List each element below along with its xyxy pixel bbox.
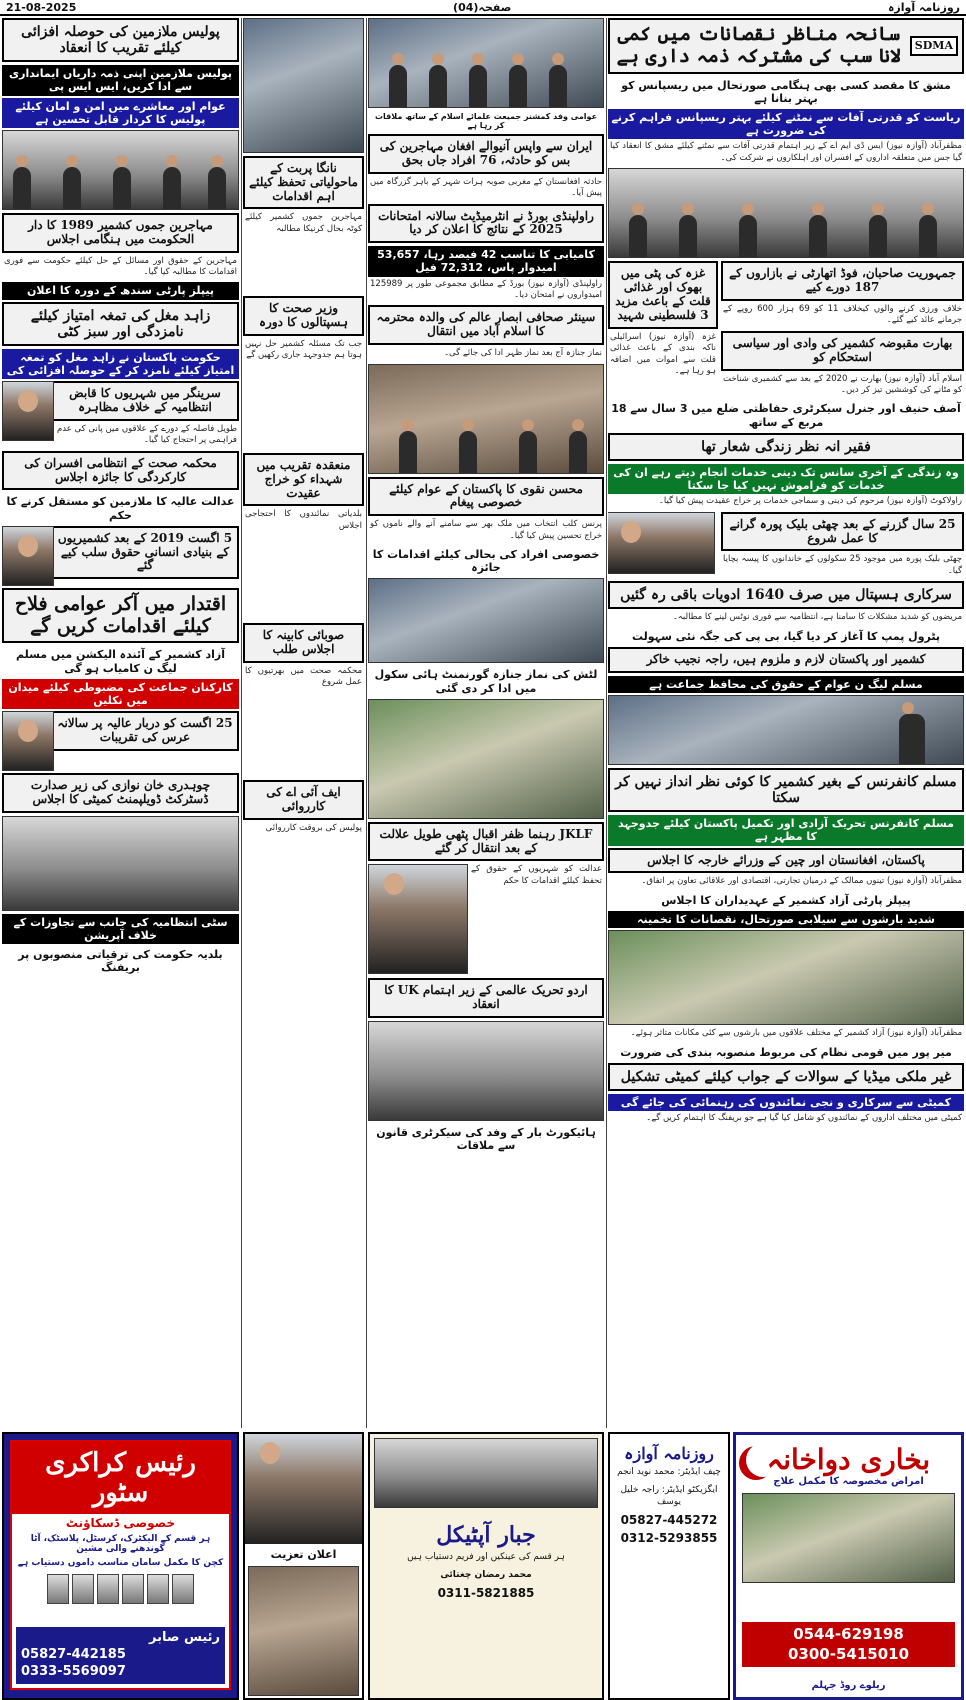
story-body: خلاف ورزی کرنے والوں کیخلاف 11 کو 69 ہزار 600 روپے کے جرمانے عائد کیے گئے۔ — [723, 303, 962, 326]
story-headline: صوبائی کابینہ کا اجلاس طلب — [243, 623, 364, 663]
story-body: راولاکوٹ (آوازہ نیوز) مرحوم کی دینی و سماجی خدمات پر خراج عقیدت پیش کیا گیا۔ — [658, 496, 962, 507]
portrait-photo — [2, 526, 54, 586]
portrait-photo — [2, 711, 54, 771]
ad-title: رئیس کراکری سٹور — [12, 1442, 229, 1514]
lead-headline: پولیس ملازمین کی حوصلہ افزائی کیلئے تقریب کا انعقاد — [2, 18, 239, 62]
story-headline: مہاجرین جموں کشمیر 1989 کا دار الحکومت میں ہنگامی اجلاس — [2, 213, 239, 253]
story-subhead: آزاد کشمیر کے آئندہ الیکشن میں مسلم لیگ ن کامیاب ہو گی — [15, 648, 226, 675]
ad-phone: 05827-442185 — [21, 1647, 126, 1663]
story-headline: پٹرول پمپ کا آغاز کر دیا گیا، بی پی کی جگہ نئی سہولت — [631, 629, 941, 643]
story-body: عدالت کو شہریوں کے حقوق کے تحفظ کیلئے اقدامات کا حکم — [471, 864, 602, 886]
story-body: راولپنڈی (آوازہ نیوز) بورڈ کے مطابق مجموعی طور پر 125989 امیدواروں نے امتحان دیا۔ — [370, 278, 602, 300]
story-headline: بھارت مقبوضہ کشمیر کی وادی اور سیاسی استحکام کو — [721, 331, 964, 371]
story-subhead: حکومت پاکستان نے زاہد مغل کو تمغہ امتیاز کیلئے نامزد کر کے حوصلہ افزائی کی — [2, 349, 239, 379]
column-center — [368, 18, 604, 1428]
advertisement-row — [0, 1432, 966, 1700]
flood-photo — [608, 930, 964, 1025]
ceremony-photo — [2, 130, 239, 210]
ad-dawakhana[interactable] — [733, 1432, 964, 1700]
center-photo — [368, 364, 604, 474]
product-images — [12, 1570, 229, 1608]
story-body: بلدیاتی نمائندوں کا احتجاجی اجلاس — [245, 509, 362, 531]
ad-line: ہر قسم کی عینکیں اور فریم دستیاب ہیں — [407, 1552, 565, 1562]
story-headline: 5 اگست 2019 کے بعد کشمیریوں کے بنیادی انسانی حقوق سلب کیے گئے — [2, 526, 239, 579]
story-body: مہاجرین کے حقوق اور مسائل کے حل کیلئے حکومت سے فوری اقدامات کا مطالبہ کیا گیا۔ — [4, 255, 237, 277]
story-headline: 25 سال گزرنے کے بعد چھٹی بلیک پورہ گرانے کا عمل شروع — [721, 512, 964, 552]
story-body: غزہ (آوازہ نیوز) اسرائیلی ناکہ بندی کے باعث غذائی قلت سے اموات میں اضافہ ہو رہا ہے۔ — [610, 331, 716, 376]
story-headline: فقیر انہ نظر زندگی شعار تھا — [608, 433, 964, 461]
story-body: پرنس کلب انتخاب میں ملک بھر سے سامنے آنے والے ناموں کو خراج تحسین پیش کیا گیا۔ — [370, 519, 602, 541]
story-subhead: وہ زندگی کے آخری سانس تک دینی خدمات انجام دیتے رہے ان کی خدمات کو فراموش نہیں کیا جا سکتا — [608, 464, 964, 494]
ad-address: ریلوے روڈ جہلم — [811, 1680, 886, 1691]
portrait-photo — [368, 864, 468, 974]
crescent-icon — [746, 1443, 780, 1477]
story-subhead: کارکنان جماعت کی مضبوطی کیلئے میدان میں نکلیں — [2, 679, 239, 709]
column-divider — [606, 18, 607, 1428]
story-headline: اردو تحریک عالمی کے زیر اہتمام UK کا انعقاد — [368, 978, 604, 1018]
lead-subhead: عوام اور معاشرے میں امن و امان کیلئے پولیس کا کردار قابل تحسین ہے — [2, 98, 239, 128]
story-headline: ہائیکورٹ بار کے وفد کی سیکرٹری قانون سے ملاقات — [376, 1125, 596, 1153]
imprint-manager: ایگزیکٹو ایڈیٹر: راجہ خلیل یوسف — [620, 1485, 718, 1508]
column-right — [608, 18, 964, 1428]
ad-line: ہر قسم کے الیکٹرک، کرسٹل، پلاسٹک، آٹا گوندھنے والی مشین — [30, 1534, 211, 1554]
ad-image — [742, 1493, 955, 1583]
story-body: نماز جنازہ آج بعد نماز ظہر ادا کی جائے گی۔ — [444, 348, 602, 359]
story-headline: کشمیر اور پاکستان لازم و ملزوم ہیں، راجہ نجیب خاکر — [608, 647, 964, 673]
ad-obituary — [243, 1432, 364, 1700]
portrait-photo — [245, 1434, 362, 1544]
imprint-editor: چیف ایڈیٹر: محمد نوید انجم — [617, 1467, 721, 1477]
funeral-photo — [368, 699, 604, 819]
paper-name: روزنامہ آوازہ — [887, 0, 960, 14]
ad-title: بخاری دواخانہ — [766, 1443, 931, 1476]
story-body: اسلام آباد (آوازہ نیوز) بھارت نے 2020 کے بعد سے کشمیری شناخت کو مٹانے کی کوششیں تیز کر دیں۔ — [723, 373, 962, 395]
story-body: کمیٹی میں مختلف اداروں کے نمائندوں کو شامل کیا گیا ہے جو بریفنگ کا اہتمام کریں گے۔ — [646, 1113, 962, 1124]
column-divider — [241, 18, 242, 1428]
ad-contact — [742, 1622, 955, 1667]
story-photo — [608, 695, 964, 765]
ad-phone: 0544-629198 — [793, 1625, 904, 1643]
photo-caption: عوامی وفد کمشنر جمیعت علمائے اسلام کے ساتھ ملاقات کر رہا ہے — [368, 111, 604, 131]
ad-title: جبار آپٹیکل — [436, 1522, 536, 1548]
story-body: حادثہ افغانستان کے مغربی صوبہ ہرات شہر کے باہر گزرگاہ میں پیش آیا۔ — [370, 176, 602, 199]
story-headline: سینئر صحافی ابصار عالم کی والدہ محترمہ کا اسلام آباد میں انتقال — [368, 305, 604, 345]
story-row — [608, 261, 964, 400]
newspaper-imprint — [608, 1432, 730, 1700]
story-headline: لٹش کی نماز جنازہ گورنمنٹ ہائی سکول میں ادا کر دی گئی — [374, 668, 598, 695]
ad-owner: محمد رمضان چغتائی — [440, 1570, 532, 1581]
lead-photo — [608, 168, 964, 258]
story-body: جب تک مسئلہ کشمیر حل نہیں ہوتا ہم جدوجہد جاری رکھیں گے — [245, 338, 362, 361]
story-subhead: کمیٹی سے سرکاری و نجی نمائندوں کی رہنمائی کی جائے گی — [608, 1094, 964, 1111]
mushaira-photo — [368, 1021, 604, 1121]
imprint-phone: 05827-445272 — [620, 1513, 718, 1528]
lead-subhead: پولیس ملازمین اپنی ذمہ داریاں ایمانداری سے ادا کریں، ایس ایس پی — [2, 65, 239, 95]
story-row — [608, 512, 964, 582]
story-body: چھٹی بلیک پورہ میں موجود 25 سکولوں کے خاندانوں کا پیسہ بچایا گیا۔ — [723, 554, 962, 576]
story-headline: پیپلز پارٹی سندھ کے دورہ کا اعلان — [2, 282, 239, 299]
story-subhead: مسلم کانفرنس تحریک آزادی اور تکمیل پاکستان کیلئے جدوجہد کا مظہر ہے — [608, 815, 964, 845]
ad-line: کچن کا مکمل سامان مناسب داموں دستیاب ہے — [17, 1558, 224, 1568]
lead-subhead-bar: ریاست کو قدرتی آفات سے نمٹنے کیلئے بہتر ریسپانس فراہم کرنے کی ضرورت ہے — [608, 109, 964, 139]
story-body: مہاجرین جموں کشمیر کیلئے کوٹہ بحال کرنیکا مطالبہ — [245, 212, 362, 234]
story-headline: غیر ملکی میڈیا کے سوالات کے جواب کیلئے کمیٹی تشکیل — [608, 1063, 964, 1091]
imprint-phone: 0312-5293855 — [620, 1531, 718, 1546]
story-subhead: کامیابی کا تناسب 42 فیصد رہا، 53,657 امیدوار پاس، 72,312 فیل — [368, 246, 604, 276]
story-headline: محسن نقوی کا پاکستان کے عوام کیلئے خصوصی پیغام — [368, 477, 604, 517]
narrow-photo — [243, 18, 364, 153]
story-headline: JKLF رہنما ظفر اقبال پٹھی طویل علالت کے بعد انتقال کر گئے — [368, 822, 604, 862]
story-headline: غزہ کی پٹی میں بھوک اور غذائی قلت کے باعث مزید 3 فلسطینی شہید — [608, 261, 718, 328]
story-headline: شدید بارشوں سے سیلابی صورتحال، نقصانات کا تخمینہ — [608, 911, 964, 928]
story-headline: سٹی انتظامیہ کی جانب سے تجاوزات کے خلاف آپریشن — [2, 914, 239, 944]
story-headline: نانگا پربت کے ماحولیاتی تحفظ کیلئے اہم اقدامات — [243, 156, 364, 209]
story-headline: چوہدری خان نوازی کی زیر صدارت ڈسٹرکٹ ڈویلپمنٹ کمیٹی کا اجلاس — [2, 773, 239, 813]
ad-phone: 0311-5821885 — [437, 1586, 535, 1601]
ad-phone: 0333-5569097 — [21, 1664, 126, 1680]
story-headline: سرینگر میں شہریوں کا قابض انتظامیہ کے خلاف مظاہرہ — [2, 381, 239, 421]
story-body: مظفرآباد (آوازہ نیوز) تینوں ممالک کے درمیان تجارتی، اقتصادی اور علاقائی تعاون پر اتفاق۔ — [641, 876, 962, 887]
ad-owner: رئیس صابر — [149, 1630, 220, 1646]
story-body: طویل فاصلہ کے دورے کے علاقوں میں پانی کی عدم فراہمی پر احتجاج کیا گیا۔ — [57, 423, 237, 446]
story-headline: عدالت عالیہ کا ملازمین کو مستقل کرنے کا حکم — [6, 495, 235, 522]
story-body: محکمہ صحت میں بھرتیوں کا عمل شروع — [245, 665, 362, 688]
imprint-masthead: روزنامہ آوازہ — [624, 1444, 714, 1463]
center-photo — [368, 578, 604, 663]
ad-optical[interactable] — [368, 1432, 604, 1700]
ad-tagline: امراض مخصوصہ کا مکمل علاج — [773, 1476, 924, 1487]
sdma-badge: SDMA — [910, 36, 958, 57]
story-headline: جمہوریت صاحبان، فوڈ اتھارٹی نے بازاروں کے 187 دورے کیے — [721, 261, 964, 301]
story-headline: پیپلز پارٹی آزاد کشمیر کے عہدیداران کا اجلاس — [661, 893, 911, 907]
story-headline: پاکستان، افغانستان اور چین کے وزرائے خارجہ کا اجلاس — [608, 848, 964, 874]
story-headline: بلدیہ حکومت کی ترقیاتی منصوبوں پر بریفنگ — [18, 948, 223, 975]
story-headline: مسلم کانفرنس کے بغیر کشمیر کا کوئی نظر انداز نہیں کر سکتا — [608, 768, 964, 812]
story-body: مریضوں کو شدید مشکلات کا سامنا ہے، انتظامیہ سے فوری نوٹس لینے کا مطالبہ۔ — [672, 612, 962, 623]
story-subhead: مسلم لیگ ن عوام کے حقوق کی محافظ جماعت ہے — [608, 676, 964, 693]
ad-crockery-store[interactable] — [2, 1432, 239, 1700]
story-headline: ایف آئی اے کی کارروائی — [243, 780, 364, 820]
issue-date: 21-08-2025 — [6, 0, 77, 14]
lead-body: مظفرآباد (آوازہ نیوز) ایس ڈی ایم اے کے زیر اہتمام قدرتی آفات سے نمٹنے کیلئے مشق کا انعقاد کیا گیا جس میں متعلقہ اداروں کے افسران اور اہلکاروں نے شرکت کی۔ — [610, 141, 962, 163]
story-headline: سرکاری ہسپتال میں صرف 1640 ادویات باقی رہ گئیں — [608, 581, 964, 609]
center-photo — [368, 18, 604, 108]
story-headline: 25 اگست کو دربار عالیہ پر سالانہ عرس کی تقریبات — [2, 711, 239, 751]
story-headline: آصف حنیف اور جنرل سیکرٹری حفاظتی ضلع میں 3 سال سے 18 مربع کے ساتھ — [611, 402, 961, 429]
column-left — [2, 18, 239, 1428]
ad-image — [374, 1438, 598, 1508]
lead-subhead: مشق کا مقصد کسی بھی ہنگامی صورتحال میں ریسپانس کو بہتر بنانا ہے — [621, 78, 951, 105]
story-body: مظفرآباد (آوازہ نیوز) آزاد کشمیر کے مختلف علاقوں میں بارشوں سے کئی مکانات متاثر ہوئے۔ — [630, 1028, 962, 1039]
portrait-photo — [2, 381, 54, 441]
story-headline: ایران سے واپس آنیوالے افغان مہاجرین کی بس کو حادثہ، 76 افراد جاں بحق — [368, 134, 604, 174]
page-header — [0, 0, 966, 16]
story-headline: خصوصی افراد کی بحالی کیلئے اقدامات کا جائزہ — [372, 548, 600, 575]
meeting-photo — [2, 816, 239, 911]
ad-image — [248, 1566, 359, 1696]
column-divider — [366, 18, 367, 1428]
ad-badge: خصوصی ڈسکاؤنٹ — [65, 1516, 176, 1530]
story-headline: محکمہ صحت کے انتظامی افسران کی کارکردگی کا جائزہ اجلاس — [2, 451, 239, 491]
story-headline: میر پور میں قومی نظام کی مربوط منصوبہ بندی کی ضرورت — [620, 1045, 952, 1059]
story-headline: زاہد مغل کی تمغہ امتیاز کیلئے نامزدگی اور سبز کٹی — [2, 302, 239, 346]
story-headline: منعقدہ تقریب میں شہداء کو خراج عقیدت — [243, 453, 364, 506]
ad-phone: 0300-5415010 — [787, 1644, 910, 1663]
ad-contact — [16, 1627, 225, 1684]
story-headline: اقتدار میں آکر عوامی فلاح کیلئے اقدامات کریں گے — [2, 588, 239, 644]
ad-caption: اعلان تعزیت — [270, 1548, 337, 1561]
portrait-photo — [608, 512, 715, 574]
story-headline: وزیر صحت کا ہسپتالوں کا دورہ — [243, 296, 364, 336]
story-body: پولیس کی بروقت کارروائی — [265, 822, 362, 833]
column-narrow — [243, 18, 364, 1428]
story-headline: راولپنڈی بورڈ نے انٹرمیڈیٹ سالانہ امتحانات 2025 کے نتائج کا اعلان کر دیا — [368, 204, 604, 244]
page-number: صفحہ(04) — [453, 0, 512, 14]
lead-headline: SDMA سانحہ مناظر نقصانات میں کمی لانا سب کی مشترکہ ذمہ داری ہے — [608, 18, 964, 74]
